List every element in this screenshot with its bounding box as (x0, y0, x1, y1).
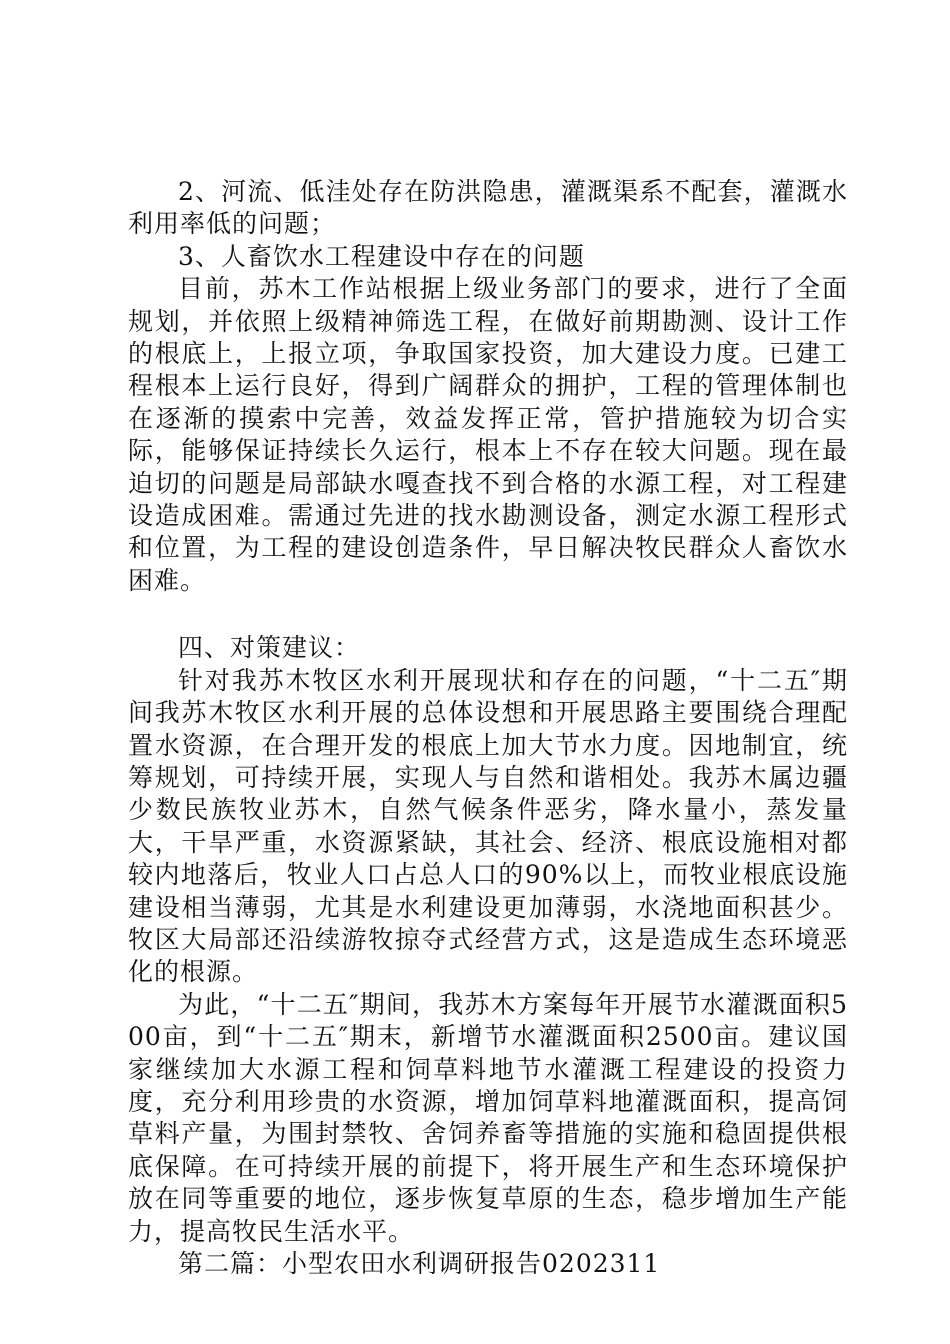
paragraph-drinking-water-status: 目前，苏木工作站根据上级业务部门的要求，进行了全面规划，并依照上级精神筛选工程，在做好前期勘测、设计工作的根底上，上报立项，争取国家投资，加大建设力度。已建工程根本上运行良好，得到广阔群众的拥护，工程的管理体制也在逐渐的摸索中完善，效益发挥正常，管护措施较为切合实际，能够保证持续长久运行，根本上不存在较大问题。现在最迫切的问题是局部缺水嘎查找不到合格的水源工程，对工程建设造成困难。需通过先进的找水勘测设备，测定水源工程形式和位置，为工程的建设创造条件，早日解决牧民群众人畜饮水困难。 (128, 274, 848, 595)
paragraph-next-article-title: 第二篇：小型农田水利调研报告0202311 (178, 1249, 661, 1278)
section-heading-countermeasures: 四、对策建议： (178, 633, 361, 663)
paragraph-flood-irrigation-issue: 2、河流、低洼处存在防洪隐患，灌溉渠系不配套，灌溉水利用率低的问题； (128, 177, 848, 239)
paragraph-irrigation-targets: 为此，“十二五″期间，我苏木方案每年开展节水灌溉面积500亩，到“十二五″期末，新增节水灌溉面积2500亩。建议国家继续加大水源工程和饲草料地节水灌溉工程建设的投资力度，充分利用珍贵的水资源，增加饲草料地灌溉面积，提高饲草料产量，为围封禁牧、舍饲养畜等措施的实施和稳固提供根底保障。在可持续开展的前提下，将开展生产和生态环境保护放在同等重要的地位，逐步恢复草原的生态，稳步增加生产能力，提高牧民生活水平。 (128, 989, 848, 1246)
paragraph-development-plan: 针对我苏木牧区水利开展现状和存在的问题，“十二五″期间我苏木牧区水利开展的总体设想和开展思路主要围绕合理配置水资源，在合理开发的根底上加大节水力度。因地制宜，统筹规划，可持续开展，实现人与自然和谐相处。我苏木属边疆少数民族牧业苏木，自然气候条件恶劣，降水量小，蒸发量大，干旱严重，水资源紧缺，其社会、经济、根底设施相对都较内地落后，牧业人口占总人口的90%以上，而牧业根底设施建设相当薄弱，尤其是水利建设更加薄弱，水浇地面积甚少。牧区大局部还沿续游牧掠夺式经营方式，这是造成生态环境恶化的根源。 (128, 665, 848, 987)
paragraph-spacer (128, 597, 848, 632)
document-body (128, 176, 848, 1280)
paragraph-drinking-water-heading: 3、人畜饮水工程建设中存在的问题 (178, 241, 585, 271)
